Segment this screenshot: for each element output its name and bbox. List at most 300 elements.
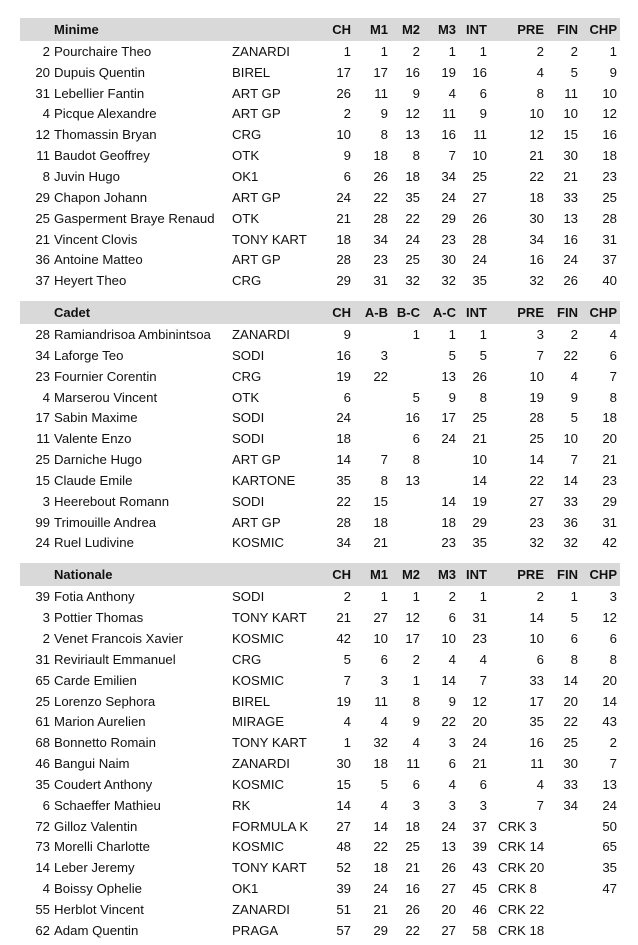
table-row: [20, 270, 620, 291]
driver-name: Claude Emile: [54, 472, 133, 488]
column-header: M1: [369, 567, 388, 583]
result-cell: 18: [529, 189, 544, 205]
result-cell: 25: [405, 839, 420, 855]
result-cell: 8: [479, 389, 487, 405]
result-cell: 20: [472, 714, 487, 730]
result-cell: 16: [529, 735, 544, 751]
result-cell: 32: [405, 273, 420, 289]
result-cell: 42: [602, 535, 617, 551]
result-cell: CRK 3: [498, 818, 537, 834]
team-name: ART GP: [232, 85, 281, 101]
result-cell: 28: [373, 210, 388, 226]
result-cell: 12: [405, 610, 420, 626]
result-cell: 14: [529, 610, 544, 626]
section-1: [20, 301, 620, 553]
result-cell: 4: [448, 85, 456, 101]
result-cell: 4: [536, 776, 544, 792]
result-cell: 22: [373, 189, 388, 205]
result-cell: CRK 22: [498, 901, 545, 917]
result-cell: 2: [536, 589, 544, 605]
result-cell: 2: [412, 43, 420, 59]
result-cell: 12: [405, 106, 420, 122]
driver-number: 68: [35, 735, 50, 751]
result-cell: 31: [602, 514, 617, 530]
driver-name: Juvin Hugo: [54, 168, 120, 184]
driver-number: 11: [36, 148, 50, 164]
column-header: A-B: [364, 305, 388, 321]
team-name: TONY KART: [232, 610, 307, 626]
result-cell: 18: [602, 410, 617, 426]
result-cell: 45: [472, 881, 487, 897]
column-header: B-C: [396, 305, 420, 321]
column-header: INT: [466, 305, 487, 321]
result-cell: 25: [529, 431, 544, 447]
driver-name: Morelli Charlotte: [54, 839, 151, 855]
driver-number: 36: [35, 252, 50, 268]
section-0: [20, 18, 620, 291]
team-name: KARTONE: [232, 472, 296, 488]
result-cell: 1: [343, 735, 351, 751]
team-name: ART GP: [232, 514, 281, 530]
result-cell: 4: [570, 368, 578, 384]
result-cell: 21: [563, 168, 578, 184]
result-cell: 5: [570, 610, 578, 626]
table-row: [20, 104, 620, 125]
result-cell: 3: [479, 797, 487, 813]
result-cell: 20: [602, 431, 617, 447]
result-cell: 26: [373, 168, 388, 184]
team-name: TONY KART: [232, 735, 307, 751]
result-cell: 51: [336, 901, 351, 917]
result-cell: 2: [448, 589, 456, 605]
result-cell: 22: [405, 922, 420, 938]
result-cell: 4: [448, 651, 456, 667]
result-cell: 18: [373, 860, 388, 876]
result-cell: 7: [479, 672, 487, 688]
result-cell: 35: [529, 714, 544, 730]
result-cell: 4: [609, 327, 617, 343]
driver-name: Marserou Vincent: [54, 389, 158, 405]
driver-name: Heyert Theo: [54, 273, 127, 289]
driver-number: 25: [35, 693, 50, 709]
table-row: [20, 408, 620, 429]
result-cell: [357, 428, 388, 449]
result-cell: 1: [412, 327, 420, 343]
team-name: CRG: [232, 368, 262, 384]
result-cell: 18: [602, 148, 617, 164]
result-cell: 5: [570, 410, 578, 426]
table-row: [20, 774, 620, 795]
result-cell: 46: [472, 901, 487, 917]
result-cell: 12: [529, 127, 544, 143]
result-cell: 13: [405, 127, 420, 143]
result-cell: 32: [529, 273, 544, 289]
result-cell: 10: [336, 127, 351, 143]
result-cell: 2: [412, 651, 420, 667]
driver-number: 11: [36, 431, 50, 447]
table-row: [20, 533, 620, 554]
result-cell: [585, 899, 617, 920]
section-2: [20, 563, 620, 940]
table-row: [20, 628, 620, 649]
result-cell: 8: [609, 389, 617, 405]
result-cell: 10: [472, 452, 487, 468]
result-cell: 43: [472, 860, 487, 876]
driver-name: Ruel Ludivine: [54, 535, 134, 551]
result-cell: 5: [448, 347, 456, 363]
result-cell: 34: [373, 231, 388, 247]
driver-name: Adam Quentin: [54, 922, 139, 938]
result-cell: 3: [536, 327, 544, 343]
result-cell: [547, 857, 578, 878]
result-cell: 21: [336, 210, 351, 226]
result-cell: 2: [536, 43, 544, 59]
result-cell: 21: [405, 860, 420, 876]
column-header: CH: [332, 305, 351, 321]
result-cell: 22: [373, 368, 388, 384]
result-cell: 3: [609, 589, 617, 605]
result-cell: 16: [472, 64, 487, 80]
result-cell: 12: [602, 610, 617, 626]
result-cell: 13: [441, 839, 456, 855]
driver-number: 4: [42, 881, 50, 897]
result-cell: 30: [563, 756, 578, 772]
result-cell: [389, 366, 420, 387]
result-cell: 31: [472, 610, 487, 626]
result-cell: 27: [472, 189, 487, 205]
result-cell: 6: [479, 776, 487, 792]
result-cell: 9: [609, 64, 617, 80]
team-name: ZANARDI: [232, 327, 290, 343]
result-cell: 8: [609, 651, 617, 667]
result-cell: 26: [336, 85, 351, 101]
result-cell: 6: [448, 756, 456, 772]
table-row: [20, 428, 620, 449]
team-name: ZANARDI: [232, 901, 290, 917]
result-cell: 24: [602, 797, 617, 813]
result-cell: 14: [373, 818, 388, 834]
result-cell: 6: [536, 651, 544, 667]
result-cell: 21: [373, 901, 388, 917]
result-cell: 28: [529, 410, 544, 426]
driver-name: Lorenzo Sephora: [54, 693, 156, 709]
driver-number: 28: [35, 327, 50, 343]
driver-number: 62: [35, 922, 50, 938]
result-cell: 13: [602, 776, 617, 792]
result-cell: 9: [448, 389, 456, 405]
result-cell: 27: [373, 610, 388, 626]
result-cell: 1: [479, 589, 487, 605]
result-cell: 28: [472, 231, 487, 247]
team-name: SODI: [232, 410, 265, 426]
driver-number: 4: [42, 389, 50, 405]
result-cell: 35: [472, 273, 487, 289]
table-row: [20, 208, 620, 229]
section-header: [20, 563, 620, 586]
result-cell: 10: [529, 106, 544, 122]
result-cell: 6: [448, 610, 456, 626]
result-cell: 3: [448, 797, 456, 813]
result-cell: 57: [336, 922, 351, 938]
result-cell: 19: [472, 493, 487, 509]
result-cell: 35: [336, 472, 351, 488]
result-cell: 5: [412, 389, 420, 405]
result-cell: CRK 8: [498, 881, 537, 897]
result-cell: 19: [529, 389, 544, 405]
table-row: [20, 324, 620, 345]
driver-number: 46: [35, 756, 50, 772]
result-cell: 10: [529, 368, 544, 384]
driver-number: 20: [35, 64, 50, 80]
section-title: Minime: [54, 22, 99, 37]
result-cell: 11: [564, 85, 578, 101]
result-cell: 7: [380, 452, 388, 468]
result-cell: 23: [472, 631, 487, 647]
result-cell: 14: [336, 797, 351, 813]
driver-name: Baudot Geoffrey: [54, 148, 150, 164]
result-cell: 32: [441, 273, 456, 289]
driver-name: Laforge Teo: [54, 347, 124, 363]
driver-number: 39: [35, 589, 50, 605]
result-cell: [357, 324, 388, 345]
result-cell: 3: [448, 735, 456, 751]
table-row: [20, 816, 620, 837]
result-cell: 17: [405, 631, 420, 647]
result-cell: 7: [570, 452, 578, 468]
driver-name: Darniche Hugo: [54, 452, 142, 468]
team-name: OTK: [232, 148, 260, 164]
team-name: ART GP: [232, 189, 281, 205]
table-row: [20, 491, 620, 512]
result-cell: 32: [373, 735, 388, 751]
result-cell: 3: [412, 797, 420, 813]
result-cell: 4: [343, 714, 351, 730]
team-name: CRG: [232, 127, 262, 143]
driver-number: 99: [35, 514, 50, 530]
driver-number: 65: [35, 672, 50, 688]
result-cell: 4: [380, 714, 388, 730]
team-name: OK1: [232, 881, 259, 897]
team-name: SODI: [232, 589, 265, 605]
result-cell: 29: [472, 514, 487, 530]
result-cell: 3: [380, 347, 388, 363]
team-name: RK: [232, 797, 251, 813]
result-cell: 18: [336, 231, 351, 247]
column-header: CHP: [589, 567, 617, 583]
result-cell: 30: [563, 148, 578, 164]
result-cell: 20: [441, 901, 456, 917]
table-row: [20, 512, 620, 533]
result-cell: 35: [602, 860, 617, 876]
result-cell: 16: [563, 231, 578, 247]
result-cell: [425, 449, 456, 470]
driver-number: 3: [42, 493, 50, 509]
table-row: [20, 691, 620, 712]
result-cell: 2: [609, 735, 617, 751]
result-cell: 4: [412, 735, 420, 751]
table-row: [20, 366, 620, 387]
result-cell: 22: [529, 472, 544, 488]
team-name: KOSMIC: [232, 672, 285, 688]
team-name: MIRAGE: [232, 714, 285, 730]
result-cell: [547, 816, 578, 837]
result-cell: CRK 18: [498, 922, 545, 938]
team-name: FORMULA K: [232, 818, 309, 834]
result-cell: 31: [373, 273, 388, 289]
result-cell: 19: [336, 693, 351, 709]
result-cell: 24: [373, 881, 388, 897]
result-cell: 6: [380, 651, 388, 667]
team-name: PRAGA: [232, 922, 279, 938]
result-cell: 15: [336, 776, 351, 792]
driver-name: Herblot Vincent: [54, 901, 144, 917]
result-cell: 6: [412, 776, 420, 792]
table-row: [20, 920, 620, 941]
driver-name: Bangui Naim: [54, 756, 130, 772]
driver-name: Heerebout Romann: [54, 493, 170, 509]
result-cell: 10: [373, 631, 388, 647]
result-cell: 27: [441, 922, 456, 938]
result-cell: 14: [441, 672, 456, 688]
result-cell: 30: [336, 756, 351, 772]
result-cell: 19: [336, 368, 351, 384]
result-cell: CRK 20: [498, 860, 545, 876]
result-cell: 16: [405, 64, 420, 80]
result-cell: 25: [472, 168, 487, 184]
result-cell: 6: [609, 347, 617, 363]
result-cell: 24: [441, 818, 456, 834]
result-cell: 1: [570, 589, 578, 605]
result-cell: 11: [530, 756, 544, 772]
result-cell: 39: [336, 881, 351, 897]
result-cell: 26: [472, 210, 487, 226]
result-cell: 8: [412, 693, 420, 709]
result-cell: 14: [336, 452, 351, 468]
driver-number: 2: [42, 43, 50, 59]
driver-number: 3: [42, 610, 50, 626]
result-cell: 6: [343, 168, 351, 184]
result-cell: CRK 14: [498, 839, 545, 855]
result-cell: [389, 491, 420, 512]
team-name: CRG: [232, 273, 262, 289]
result-cell: 29: [602, 493, 617, 509]
table-row: [20, 249, 620, 270]
column-header: CHP: [589, 22, 617, 37]
result-cell: 16: [336, 347, 351, 363]
result-cell: [585, 920, 617, 941]
table-row: [20, 649, 620, 670]
result-cell: 25: [563, 735, 578, 751]
result-cell: 27: [336, 818, 351, 834]
driver-number: 61: [35, 714, 50, 730]
result-cell: 1: [448, 327, 456, 343]
result-cell: 1: [380, 589, 388, 605]
team-name: OTK: [232, 210, 260, 226]
result-cell: 27: [441, 881, 456, 897]
result-cell: 1: [609, 43, 617, 59]
result-cell: 23: [529, 514, 544, 530]
team-name: SODI: [232, 493, 265, 509]
column-header: FIN: [557, 305, 578, 321]
driver-number: 72: [35, 818, 50, 834]
result-cell: 1: [412, 589, 420, 605]
result-cell: 18: [336, 431, 351, 447]
result-cell: 8: [412, 452, 420, 468]
result-cell: 34: [441, 168, 456, 184]
result-cell: 33: [529, 672, 544, 688]
result-cell: 11: [406, 756, 420, 772]
driver-name: Ramiandrisoa Ambinintsoa: [54, 327, 211, 343]
driver-number: 25: [35, 452, 50, 468]
result-cell: 6: [570, 631, 578, 647]
column-header: PRE: [517, 22, 544, 37]
table-row: [20, 41, 620, 62]
result-cell: 29: [373, 922, 388, 938]
result-cell: 17: [336, 64, 351, 80]
driver-number: 55: [35, 901, 50, 917]
driver-name: Boissy Ophelie: [54, 881, 142, 897]
result-cell: 26: [472, 368, 487, 384]
result-cell: 22: [529, 168, 544, 184]
table-row: [20, 795, 620, 816]
result-cell: 21: [472, 431, 487, 447]
results-sheet: [20, 18, 620, 941]
driver-name: Valente Enzo: [54, 431, 132, 447]
result-cell: [547, 837, 578, 858]
driver-name: Marion Aurelien: [54, 714, 146, 730]
result-cell: 4: [479, 651, 487, 667]
result-cell: 17: [441, 410, 456, 426]
result-cell: 9: [479, 106, 487, 122]
result-cell: 8: [570, 651, 578, 667]
table-row: [20, 145, 620, 166]
table-row: [20, 857, 620, 878]
driver-name: Carde Emilien: [54, 672, 137, 688]
driver-number: 4: [42, 106, 50, 122]
team-name: KOSMIC: [232, 631, 285, 647]
result-cell: 18: [405, 168, 420, 184]
section-header: [20, 301, 620, 324]
driver-name: Coudert Anthony: [54, 776, 153, 792]
driver-name: Bonnetto Romain: [54, 735, 156, 751]
result-cell: 14: [563, 672, 578, 688]
team-name: KOSMIC: [232, 776, 285, 792]
driver-name: Thomassin Bryan: [54, 127, 157, 143]
result-cell: 6: [412, 431, 420, 447]
result-cell: 22: [563, 347, 578, 363]
result-cell: 17: [373, 64, 388, 80]
result-cell: 28: [336, 252, 351, 268]
section-title: Cadet: [54, 305, 91, 321]
result-cell: 65: [602, 839, 617, 855]
result-cell: 4: [448, 776, 456, 792]
result-cell: 30: [441, 252, 456, 268]
table-row: [20, 837, 620, 858]
column-header: M3: [437, 22, 456, 37]
result-cell: [547, 920, 578, 941]
column-header: M1: [369, 22, 388, 37]
driver-number: 15: [35, 472, 50, 488]
table-row: [20, 878, 620, 899]
table-row: [20, 586, 620, 607]
result-cell: 28: [336, 514, 351, 530]
result-cell: 22: [563, 714, 578, 730]
result-cell: 3: [380, 672, 388, 688]
result-cell: 31: [602, 231, 617, 247]
driver-name: Lebellier Fantin: [54, 85, 145, 101]
section-header: [20, 18, 620, 41]
table-row: [20, 470, 620, 491]
